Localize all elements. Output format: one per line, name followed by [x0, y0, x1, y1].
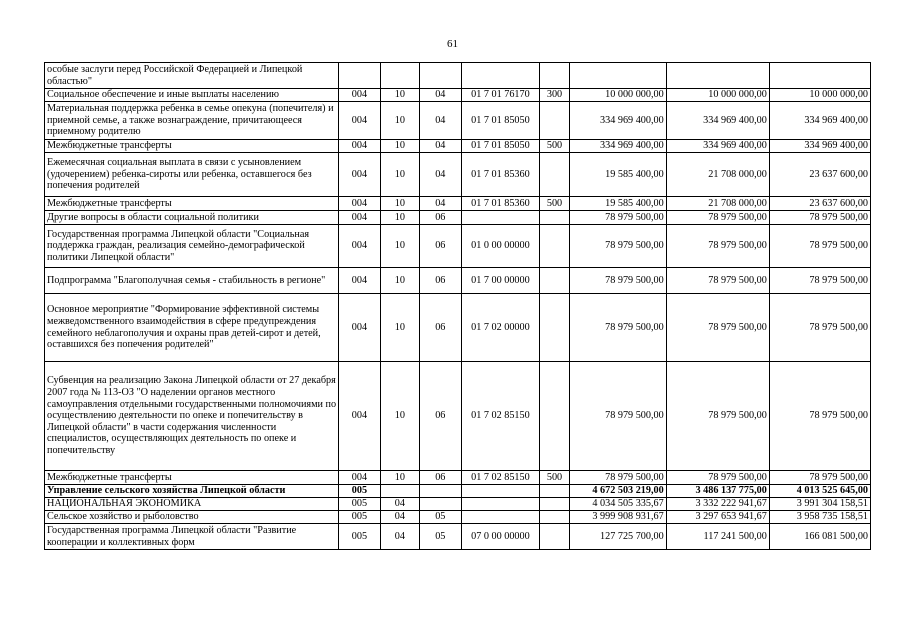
section-cell: [380, 63, 419, 89]
amount-year2-cell: 78 979 500,00: [666, 268, 769, 294]
table-row: [45, 511, 871, 524]
target-item-cell: [461, 63, 540, 89]
table-row: [45, 225, 871, 268]
subsection-cell: 04: [420, 89, 461, 102]
expense-type-cell: [540, 225, 569, 268]
amount-year1-cell: 78 979 500,00: [569, 362, 666, 471]
admin-code-cell: 005: [339, 498, 380, 511]
amount-year2-cell: 3 332 222 941,67: [666, 498, 769, 511]
amount-year2-cell: 10 000 000,00: [666, 89, 769, 102]
expense-type-cell: [540, 362, 569, 471]
target-item-cell: 01 7 02 85150: [461, 362, 540, 471]
table-row: [45, 102, 871, 140]
row-name-cell: Социальное обеспечение и иные выплаты населению: [45, 89, 339, 102]
subsection-cell: 06: [420, 225, 461, 268]
admin-code-cell: 004: [339, 140, 380, 153]
budget-table: [44, 62, 871, 550]
target-item-cell: 01 0 00 00000: [461, 225, 540, 268]
row-name-cell: Межбюджетные трансферты: [45, 471, 339, 485]
section-cell: 10: [380, 102, 419, 140]
expense-type-cell: [540, 511, 569, 524]
admin-code-cell: 004: [339, 362, 380, 471]
amount-year1-cell: 334 969 400,00: [569, 102, 666, 140]
target-item-cell: 07 0 00 00000: [461, 524, 540, 550]
target-item-cell: 01 7 01 76170: [461, 89, 540, 102]
admin-code-cell: 004: [339, 102, 380, 140]
row-name-cell: Государственная программа Липецкой области "Развитие кооперации и коллективных форм: [45, 524, 339, 550]
expense-type-cell: [540, 294, 569, 362]
admin-code-cell: 005: [339, 511, 380, 524]
subsection-cell: [420, 63, 461, 89]
table-row: [45, 140, 871, 153]
row-name-cell: Межбюджетные трансферты: [45, 140, 339, 153]
amount-year1-cell: 78 979 500,00: [569, 294, 666, 362]
amount-year1-cell: [569, 63, 666, 89]
row-name-cell: особые заслуги перед Российской Федерацией и Липецкой областью": [45, 63, 339, 89]
amount-year2-cell: [666, 63, 769, 89]
row-name-cell: Субвенция на реализацию Закона Липецкой области от 27 декабря 2007 года № 113-ОЗ "О наделении органов местного самоуправления отдельными государственными полномочиями по осуществлению деятельности по опеке и попечительству в Липецкой области" в части содержания численности специалистов, осуществляющих деятельность по опеке и попечительству: [45, 362, 339, 471]
table-row: [45, 268, 871, 294]
target-item-cell: 01 7 01 85360: [461, 197, 540, 211]
section-cell: 10: [380, 197, 419, 211]
row-name-cell: Сельское хозяйство и рыболовство: [45, 511, 339, 524]
row-name-cell: Материальная поддержка ребенка в семье опекуна (попечителя) и приемной семье, а также вознаграждение, причитающееся приемному родителю: [45, 102, 339, 140]
table-body: [45, 63, 871, 550]
subsection-cell: 04: [420, 197, 461, 211]
amount-year2-cell: 117 241 500,00: [666, 524, 769, 550]
expense-type-cell: [540, 485, 569, 498]
subsection-cell: 06: [420, 294, 461, 362]
admin-code-cell: 004: [339, 294, 380, 362]
amount-year3-cell: 78 979 500,00: [769, 225, 870, 268]
row-name-cell: Управление сельского хозяйства Липецкой области: [45, 485, 339, 498]
target-item-cell: 01 7 00 00000: [461, 268, 540, 294]
expense-type-cell: [540, 153, 569, 197]
amount-year1-cell: 4 034 505 335,67: [569, 498, 666, 511]
admin-code-cell: 005: [339, 485, 380, 498]
amount-year1-cell: 78 979 500,00: [569, 211, 666, 225]
row-name-cell: НАЦИОНАЛЬНАЯ ЭКОНОМИКА: [45, 498, 339, 511]
amount-year1-cell: 4 672 503 219,00: [569, 485, 666, 498]
table-row: [45, 197, 871, 211]
amount-year2-cell: 334 969 400,00: [666, 140, 769, 153]
amount-year3-cell: 334 969 400,00: [769, 102, 870, 140]
expense-type-cell: 500: [540, 197, 569, 211]
expense-type-cell: [540, 268, 569, 294]
section-cell: 10: [380, 362, 419, 471]
section-cell: 10: [380, 153, 419, 197]
section-cell: 04: [380, 498, 419, 511]
amount-year2-cell: 78 979 500,00: [666, 225, 769, 268]
admin-code-cell: 005: [339, 524, 380, 550]
target-item-cell: [461, 485, 540, 498]
section-cell: 10: [380, 211, 419, 225]
admin-code-cell: 004: [339, 225, 380, 268]
table-row: [45, 63, 871, 89]
admin-code-cell: 004: [339, 268, 380, 294]
admin-code-cell: 004: [339, 89, 380, 102]
amount-year1-cell: 127 725 700,00: [569, 524, 666, 550]
table-row: [45, 524, 871, 550]
expense-type-cell: [540, 498, 569, 511]
amount-year3-cell: 23 637 600,00: [769, 197, 870, 211]
amount-year2-cell: 21 708 000,00: [666, 197, 769, 211]
amount-year3-cell: 4 013 525 645,00: [769, 485, 870, 498]
admin-code-cell: [339, 63, 380, 89]
amount-year1-cell: 10 000 000,00: [569, 89, 666, 102]
subsection-cell: 05: [420, 511, 461, 524]
expense-type-cell: 500: [540, 471, 569, 485]
amount-year1-cell: 19 585 400,00: [569, 197, 666, 211]
amount-year3-cell: 3 958 735 158,51: [769, 511, 870, 524]
subsection-cell: [420, 485, 461, 498]
amount-year1-cell: 19 585 400,00: [569, 153, 666, 197]
row-name-cell: Ежемесячная социальная выплата в связи с усыновлением (удочерением) ребенка-сироты или ребенка, оставшегося без попечения родителей: [45, 153, 339, 197]
section-cell: 10: [380, 225, 419, 268]
target-item-cell: [461, 211, 540, 225]
amount-year1-cell: 78 979 500,00: [569, 471, 666, 485]
amount-year2-cell: 21 708 000,00: [666, 153, 769, 197]
target-item-cell: 01 7 02 85150: [461, 471, 540, 485]
target-item-cell: 01 7 01 85050: [461, 140, 540, 153]
subsection-cell: 05: [420, 524, 461, 550]
admin-code-cell: 004: [339, 153, 380, 197]
amount-year3-cell: [769, 63, 870, 89]
expense-type-cell: 300: [540, 89, 569, 102]
table-row: [45, 153, 871, 197]
amount-year1-cell: 334 969 400,00: [569, 140, 666, 153]
section-cell: [380, 485, 419, 498]
row-name-cell: Подпрограмма "Благополучная семья - стабильность в регионе": [45, 268, 339, 294]
section-cell: 10: [380, 268, 419, 294]
table-row: [45, 89, 871, 102]
row-name-cell: Государственная программа Липецкой области "Социальная поддержка граждан, реализация семейно-демографической политики Липецкой области": [45, 225, 339, 268]
amount-year2-cell: 3 486 137 775,00: [666, 485, 769, 498]
amount-year3-cell: 78 979 500,00: [769, 362, 870, 471]
amount-year1-cell: 78 979 500,00: [569, 225, 666, 268]
target-item-cell: [461, 511, 540, 524]
amount-year3-cell: 166 081 500,00: [769, 524, 870, 550]
target-item-cell: 01 7 01 85360: [461, 153, 540, 197]
admin-code-cell: 004: [339, 211, 380, 225]
amount-year2-cell: 78 979 500,00: [666, 211, 769, 225]
section-cell: 04: [380, 524, 419, 550]
admin-code-cell: 004: [339, 471, 380, 485]
subsection-cell: 06: [420, 268, 461, 294]
amount-year1-cell: 78 979 500,00: [569, 268, 666, 294]
row-name-cell: Межбюджетные трансферты: [45, 197, 339, 211]
table-row: [45, 211, 871, 225]
row-name-cell: Основное мероприятие "Формирование эффективной системы межведомственного взаимодействия в сфере предупреждения семейного неблагополучия и охраны прав детей-сирот и детей, оставшихся без попечения родителей": [45, 294, 339, 362]
amount-year3-cell: 78 979 500,00: [769, 471, 870, 485]
target-item-cell: [461, 498, 540, 511]
amount-year2-cell: 78 979 500,00: [666, 294, 769, 362]
amount-year3-cell: 10 000 000,00: [769, 89, 870, 102]
section-cell: 10: [380, 140, 419, 153]
table-row: [45, 362, 871, 471]
amount-year2-cell: 78 979 500,00: [666, 362, 769, 471]
subsection-cell: 06: [420, 471, 461, 485]
page-number: 61: [447, 38, 458, 50]
table-row: [45, 498, 871, 511]
amount-year3-cell: 78 979 500,00: [769, 268, 870, 294]
subsection-cell: 06: [420, 211, 461, 225]
expense-type-cell: [540, 524, 569, 550]
target-item-cell: 01 7 02 00000: [461, 294, 540, 362]
admin-code-cell: 004: [339, 197, 380, 211]
expense-type-cell: [540, 63, 569, 89]
amount-year3-cell: 334 969 400,00: [769, 140, 870, 153]
section-cell: 10: [380, 471, 419, 485]
expense-type-cell: [540, 102, 569, 140]
section-cell: 10: [380, 294, 419, 362]
amount-year3-cell: 78 979 500,00: [769, 211, 870, 225]
subsection-cell: [420, 498, 461, 511]
table-row: [45, 294, 871, 362]
expense-type-cell: 500: [540, 140, 569, 153]
section-cell: 04: [380, 511, 419, 524]
amount-year3-cell: 78 979 500,00: [769, 294, 870, 362]
amount-year3-cell: 23 637 600,00: [769, 153, 870, 197]
table-row: [45, 485, 871, 498]
row-name-cell: Другие вопросы в области социальной политики: [45, 211, 339, 225]
amount-year3-cell: 3 991 304 158,51: [769, 498, 870, 511]
target-item-cell: 01 7 01 85050: [461, 102, 540, 140]
amount-year1-cell: 3 999 908 931,67: [569, 511, 666, 524]
subsection-cell: 04: [420, 153, 461, 197]
subsection-cell: 04: [420, 140, 461, 153]
amount-year2-cell: 3 297 653 941,67: [666, 511, 769, 524]
section-cell: 10: [380, 89, 419, 102]
amount-year2-cell: 334 969 400,00: [666, 102, 769, 140]
subsection-cell: 06: [420, 362, 461, 471]
expense-type-cell: [540, 211, 569, 225]
table-row: [45, 471, 871, 485]
amount-year2-cell: 78 979 500,00: [666, 471, 769, 485]
subsection-cell: 04: [420, 102, 461, 140]
